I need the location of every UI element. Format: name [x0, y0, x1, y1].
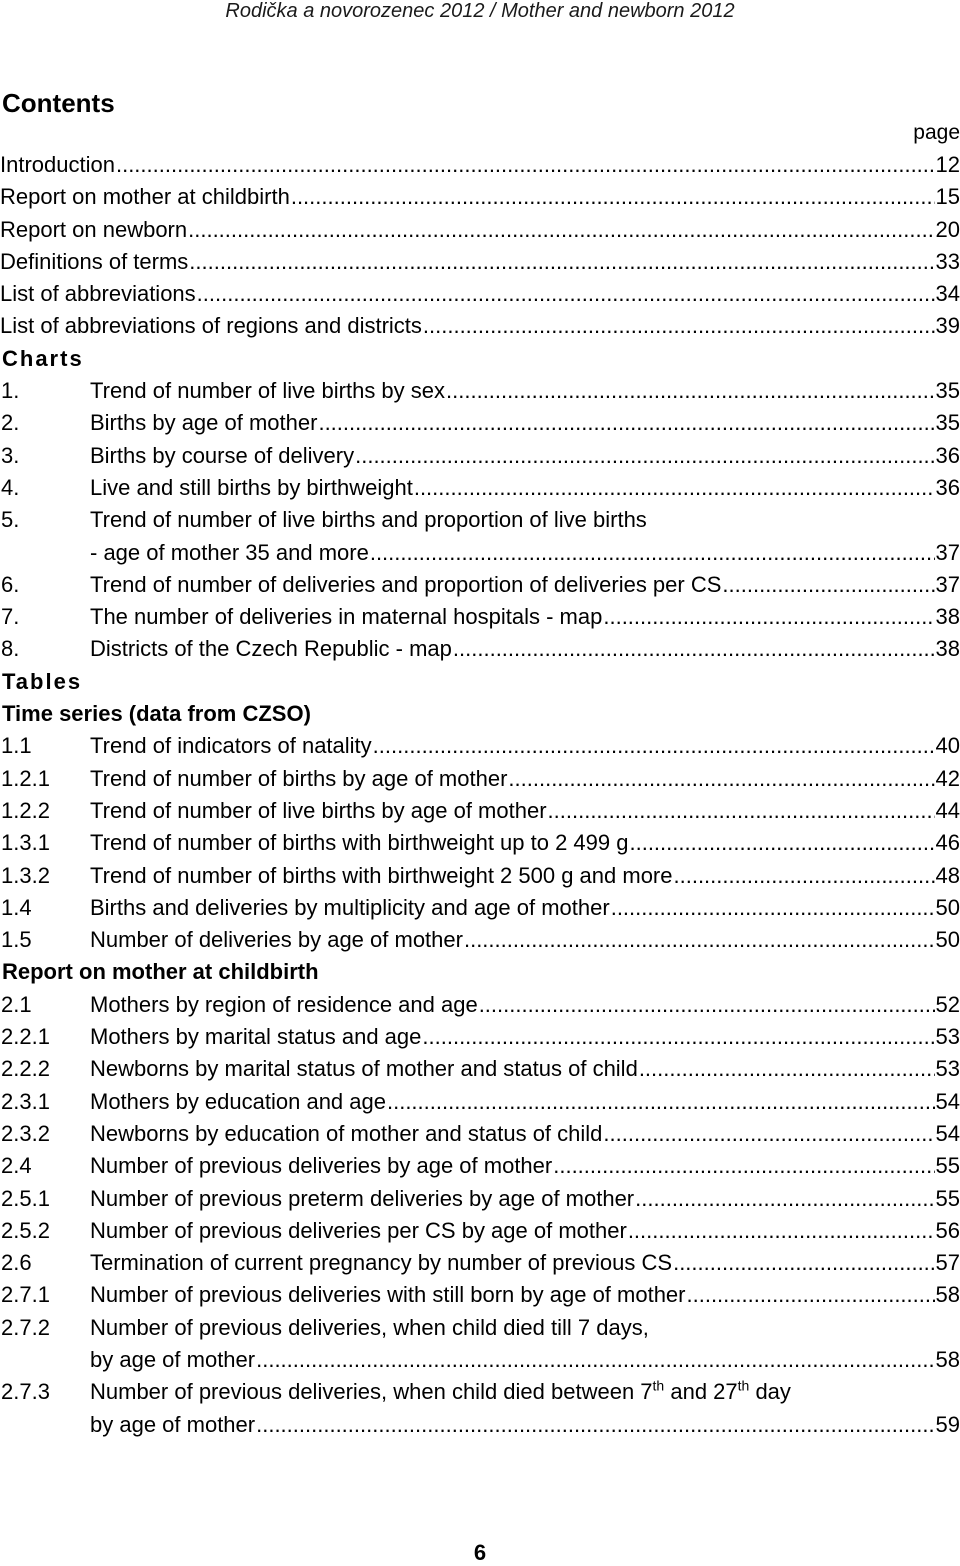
entry-number: 2. [1, 410, 20, 436]
dot-leader [446, 375, 935, 407]
toc-entry[interactable] [0, 246, 960, 278]
dot-leader [628, 1215, 935, 1247]
entry-page: 56 [935, 1215, 960, 1247]
toc-entry[interactable] [0, 440, 960, 472]
dot-leader [197, 278, 935, 310]
entry-title-part: th [652, 1377, 665, 1394]
dot-leader [256, 1409, 934, 1441]
entry-title-part: and 27 [664, 1379, 738, 1405]
entry-title: Number of deliveries by age of mother [90, 924, 464, 956]
entry-page: 57 [935, 1247, 960, 1279]
toc-entry[interactable] [0, 569, 960, 601]
entry-page: 38 [935, 601, 960, 633]
entry-page: 55 [935, 1183, 960, 1215]
entry-page: 15 [935, 181, 960, 213]
entry-title: List of abbreviations [0, 278, 197, 310]
entry-title: Number of previous deliveries by age of mother [90, 1150, 553, 1182]
table-of-contents [0, 149, 960, 1441]
entry-page: 58 [935, 1279, 960, 1311]
toc-entry[interactable] [0, 601, 960, 633]
entry-title: Trend of indicators of natality [90, 730, 373, 762]
toc-entry[interactable] [0, 827, 960, 859]
toc-entry[interactable] [0, 795, 960, 827]
entry-number: 2.6 [1, 1250, 32, 1276]
entry-title: Mothers by education and age [90, 1086, 387, 1118]
entry-number: 1. [1, 378, 20, 404]
entry-title-part: Number of previous deliveries, when child died between 7 [90, 1379, 653, 1405]
entry-page: 12 [935, 149, 960, 181]
entry-number: 1.4 [1, 894, 32, 920]
toc-entry[interactable] [0, 504, 960, 536]
entry-page: 37 [935, 537, 960, 569]
entry-title-continuation: by age of mother [90, 1409, 256, 1441]
entry-title: Newborns by education of mother and status of child [90, 1118, 603, 1150]
entry-title: Trend of number of births with birthweight up to 2 499 g [90, 827, 629, 859]
dot-leader [318, 407, 934, 439]
page-column-label: page [913, 121, 960, 144]
entry-number: 1.2.2 [1, 797, 50, 823]
entry-number: 2.3.2 [1, 1120, 50, 1146]
entry-title: Mothers by region of residence and age [90, 989, 479, 1021]
dot-leader [603, 601, 934, 633]
dot-leader [189, 246, 934, 278]
entry-number: 2.3.1 [1, 1088, 50, 1114]
entry-title: Births and deliveries by multiplicity and age of mother [90, 892, 611, 924]
entry-page: 53 [935, 1053, 960, 1085]
entry-number: 1.3.1 [1, 830, 50, 856]
toc-entry[interactable] [0, 924, 960, 956]
entry-number: 3. [1, 442, 20, 468]
entry-title: List of abbreviations of regions and districts [0, 310, 423, 342]
dot-leader [464, 924, 935, 956]
toc-entry[interactable] [0, 1279, 960, 1311]
dot-leader [508, 763, 934, 795]
toc-entry[interactable] [0, 407, 960, 439]
entry-page: 20 [935, 214, 960, 246]
toc-entry-continuation[interactable] [0, 1409, 960, 1441]
toc-entry[interactable] [0, 633, 960, 665]
entry-number: 2.1 [1, 991, 32, 1017]
toc-entry[interactable] [0, 1312, 960, 1344]
toc-entry[interactable] [0, 989, 960, 1021]
dot-leader [673, 1247, 934, 1279]
entry-title-continuation: - age of mother 35 and more [90, 537, 370, 569]
entry-title-continuation: by age of mother [90, 1344, 256, 1376]
entry-title: Report on newborn [0, 214, 188, 246]
toc-entry[interactable] [0, 1247, 960, 1279]
charts-heading: Charts [2, 345, 84, 371]
entry-page: 44 [935, 795, 960, 827]
entry-title: Newborns by marital status of mother and status of child [90, 1053, 639, 1085]
dot-leader [422, 1021, 934, 1053]
entry-page: 54 [935, 1118, 960, 1150]
entry-page: 59 [935, 1409, 960, 1441]
dot-leader [116, 149, 935, 181]
toc-entry[interactable] [0, 892, 960, 924]
dot-leader [256, 1344, 934, 1376]
entry-page: 37 [935, 569, 960, 601]
toc-entry[interactable] [0, 1021, 960, 1053]
toc-entry[interactable] [0, 730, 960, 762]
entry-page: 35 [935, 407, 960, 439]
toc-entry[interactable] [0, 310, 960, 342]
entry-title: Definitions of terms [0, 246, 189, 278]
entry-number: 1.5 [1, 927, 32, 953]
toc-entry[interactable] [0, 472, 960, 504]
entry-number: 2.7.1 [1, 1282, 50, 1308]
entry-page: 55 [935, 1150, 960, 1182]
toc-entry[interactable] [0, 1376, 960, 1408]
entry-title: Introduction [0, 149, 116, 181]
entry-number: 2.2.2 [1, 1056, 50, 1082]
entry-page: 46 [935, 827, 960, 859]
toc-entry[interactable] [0, 1086, 960, 1118]
running-header: Rodička a novorozenec 2012 / Mother and newborn 2012 [225, 0, 735, 22]
toc-entry[interactable] [0, 278, 960, 310]
entry-title: Trend of number of live births by age of mother [90, 795, 548, 827]
entry-title: Mothers by marital status and age [90, 1021, 422, 1053]
entry-page: 38 [935, 633, 960, 665]
tables-heading: Tables [2, 668, 83, 694]
entry-title: Trend of number of live births and proportion of live births [90, 504, 648, 536]
entry-page: 33 [935, 246, 960, 278]
toc-entry[interactable] [0, 1118, 960, 1150]
dot-leader [373, 730, 935, 762]
entry-title: Trend of number of live births by sex [90, 375, 446, 407]
dot-leader [423, 310, 935, 342]
dot-leader [188, 214, 934, 246]
entry-page: 52 [935, 989, 960, 1021]
dot-leader [453, 633, 935, 665]
entry-number: 1.3.2 [1, 862, 50, 888]
toc-entry[interactable] [0, 1150, 960, 1182]
entry-title: Live and still births by birthweight [90, 472, 414, 504]
toc-entry[interactable] [0, 375, 960, 407]
entry-page: 36 [935, 472, 960, 504]
entry-page: 40 [935, 730, 960, 762]
entry-page: 53 [935, 1021, 960, 1053]
entry-page: 48 [935, 860, 960, 892]
entry-title-part: day [749, 1379, 791, 1405]
entry-number: 8. [1, 636, 20, 662]
entry-number: 2.7.3 [1, 1379, 50, 1405]
entry-title: Number of previous preterm deliveries by age of mother [90, 1183, 635, 1215]
dot-leader [639, 1053, 935, 1085]
toc-entry[interactable] [0, 181, 960, 213]
entry-page: 35 [935, 375, 960, 407]
toc-entry[interactable] [0, 214, 960, 246]
entry-page: 42 [935, 763, 960, 795]
entry-number: 2.5.2 [1, 1217, 50, 1243]
mother-report-heading: Report on mother at childbirth [2, 959, 319, 985]
dot-leader [355, 440, 934, 472]
entry-title: The number of deliveries in maternal hospitals - map [90, 601, 603, 633]
entry-number: 2.7.2 [1, 1314, 50, 1340]
time-series-heading: Time series (data from CZSO) [2, 701, 311, 727]
contents-title: Contents [2, 88, 115, 118]
dot-leader [674, 860, 935, 892]
dot-leader [291, 181, 935, 213]
entry-title: Trend of number of births by age of mother [90, 763, 508, 795]
entry-page: 58 [935, 1344, 960, 1376]
dot-leader [370, 537, 935, 569]
entry-title: Trend of number of births with birthweight 2 500 g and more [90, 860, 674, 892]
entry-number: 2.4 [1, 1153, 32, 1179]
entry-title: Number of previous deliveries per CS by age of mother [90, 1215, 628, 1247]
toc-entry[interactable] [0, 1183, 960, 1215]
toc-entry[interactable] [0, 1215, 960, 1247]
page-number: 6 [473, 1540, 487, 1565]
entry-page: 39 [935, 310, 960, 342]
toc-entry[interactable] [0, 1053, 960, 1085]
dot-leader [635, 1183, 934, 1215]
toc-entry[interactable] [0, 763, 960, 795]
toc-entry[interactable] [0, 149, 960, 181]
entry-title: Report on mother at childbirth [0, 181, 291, 213]
dot-leader [387, 1086, 935, 1118]
dot-leader [603, 1118, 934, 1150]
dot-leader [548, 795, 935, 827]
dot-leader [611, 892, 935, 924]
toc-entry-continuation[interactable] [0, 1344, 960, 1376]
entry-number: 2.2.1 [1, 1024, 50, 1050]
entry-number: 2.5.1 [1, 1185, 50, 1211]
dot-leader [414, 472, 935, 504]
entry-number: 5. [1, 507, 20, 533]
entry-number: 7. [1, 604, 20, 630]
entry-title: Births by course of delivery [90, 440, 355, 472]
entry-page: 50 [935, 892, 960, 924]
dot-leader [687, 1279, 935, 1311]
entry-page: 50 [935, 924, 960, 956]
entry-title-part: th [737, 1377, 750, 1394]
entry-title: Births by age of mother [90, 407, 318, 439]
entry-number: 1.2.1 [1, 765, 50, 791]
entry-number: 6. [1, 571, 20, 597]
toc-entry-continuation[interactable] [0, 537, 960, 569]
entry-page: 36 [935, 440, 960, 472]
dot-leader [479, 989, 935, 1021]
entry-page: 54 [935, 1086, 960, 1118]
entry-page: 34 [935, 278, 960, 310]
entry-number: 4. [1, 474, 20, 500]
dot-leader [553, 1150, 934, 1182]
entry-title: Number of previous deliveries with still born by age of mother [90, 1279, 687, 1311]
entry-title: Termination of current pregnancy by number of previous CS [90, 1247, 673, 1279]
entry-title [90, 1376, 792, 1408]
dot-leader [629, 827, 934, 859]
dot-leader [722, 569, 934, 601]
toc-entry[interactable] [0, 860, 960, 892]
entry-number: 1.1 [1, 733, 32, 759]
entry-title: Trend of number of deliveries and proportion of deliveries per CS [90, 569, 722, 601]
entry-title: Districts of the Czech Republic - map [90, 633, 453, 665]
entry-title: Number of previous deliveries, when child died till 7 days, [90, 1312, 650, 1344]
